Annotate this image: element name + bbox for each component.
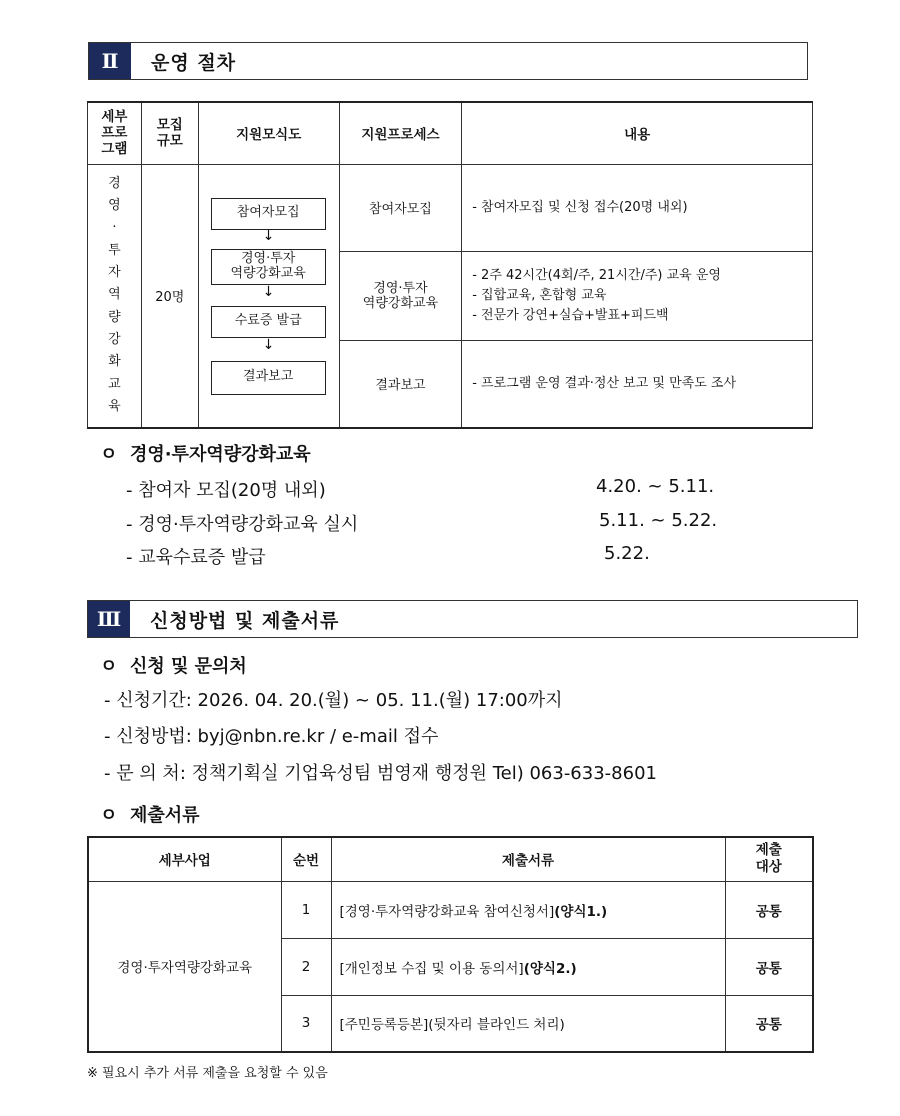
docs-header-program: 세부사업 <box>88 837 281 881</box>
doc-name: [개인정보 수집 및 이용 동의서] <box>339 960 524 977</box>
docs-row-doc <box>331 995 725 1052</box>
process-education: 경영·투자 역량강화교육 <box>339 252 462 341</box>
section-3-title: 신청방법 및 제출서류 <box>150 609 340 632</box>
doc-form: (양식1.) <box>554 903 608 920</box>
docs-row-target: 공통 <box>725 881 813 938</box>
flow-arrow-2: ↓ <box>262 283 275 300</box>
header-size: 모집 규모 <box>141 102 198 164</box>
doc-name: [주민등록등본](뒷자리 블라인드 처리) <box>339 1017 565 1034</box>
apply-contact: - 문 의 처: 정책기획실 기업육성팀 범영재 행정원 Tel) 063-633-8601 <box>104 763 657 784</box>
header-program: 세부 프로 그램 <box>88 102 142 164</box>
schedule-item-label: - 경영·투자역량강화교육 실시 <box>126 514 359 535</box>
schedule-item-date: 5.11. ~ 5.22. <box>599 510 718 531</box>
apply-method: - 신청방법: byj@nbn.re.kr / e-mail 접수 <box>104 726 439 747</box>
content-line: - 2주 42시간(4회/주, 21시간/주) 교육 운영 <box>472 268 721 284</box>
docs-row-no: 3 <box>281 995 331 1052</box>
bullet-icon: ㅇ <box>100 656 118 677</box>
section-2-number: Ⅱ <box>89 43 131 79</box>
flow-arrow-1: ↓ <box>262 227 275 244</box>
doc-name: [경영·투자역량강화교육 참여신청서] <box>339 903 555 920</box>
recruit-size: 20명 <box>141 164 198 428</box>
content-line: - 집합교육, 혼합형 교육 <box>472 288 607 304</box>
docs-header-target: 제출 대상 <box>725 837 813 881</box>
documents-table <box>87 836 814 1053</box>
docs-row-no: 1 <box>281 881 331 938</box>
footnote: ※ 필요시 추가 서류 제출을 요청할 수 있음 <box>87 1066 328 1081</box>
schedule-heading <box>100 440 311 466</box>
procedure-table <box>87 101 813 429</box>
section-3-number: Ⅲ <box>88 601 130 637</box>
section-3-header <box>87 600 858 638</box>
apply-heading <box>100 652 247 678</box>
docs-program: 경영·투자역량강화교육 <box>88 881 281 1052</box>
apply-period: - 신청기간: 2026. 04. 20.(월) ~ 05. 11.(월) 17:00까지 <box>104 690 563 711</box>
header-content: 내용 <box>462 102 813 164</box>
bullet-icon: ㅇ <box>100 444 118 465</box>
docs-row-target: 공통 <box>725 995 813 1052</box>
docs-row-doc <box>331 938 725 995</box>
schedule-item-label: - 참여자 모집(20명 내외) <box>126 480 326 501</box>
docs-row-target: 공통 <box>725 938 813 995</box>
header-process: 지원프로세스 <box>339 102 462 164</box>
flow-step-certificate: 수료증 발급 <box>211 306 326 338</box>
program-name-vertical: 경 영 · 투 자 역 량 강 화 교 육 <box>88 164 142 428</box>
process-report: 결과보고 <box>339 341 462 428</box>
section-2-header <box>88 42 808 80</box>
apply-title: 신청 및 문의처 <box>129 656 247 677</box>
content-line: - 프로그램 운영 결과·정산 보고 및 만족도 조사 <box>472 375 737 391</box>
content-line: - 전문가 강연+실습+발표+피드백 <box>472 308 669 324</box>
docs-row-doc <box>331 881 725 938</box>
docs-heading <box>100 801 200 827</box>
flow-diagram <box>198 164 339 428</box>
bullet-icon: ㅇ <box>100 805 118 826</box>
content-line: - 참여자모집 및 신청 접수(20명 내외) <box>472 199 688 215</box>
docs-header-no: 순번 <box>281 837 331 881</box>
flow-step-education: 경영·투자 역량강화교육 <box>211 249 326 285</box>
docs-title: 제출서류 <box>129 805 200 826</box>
header-diagram: 지원모식도 <box>198 102 339 164</box>
schedule-item-date: 4.20. ~ 5.11. <box>596 476 715 497</box>
flow-step-report: 결과보고 <box>211 361 326 395</box>
docs-header-doc: 제출서류 <box>331 837 725 881</box>
doc-form: (양식2.) <box>523 960 577 977</box>
docs-row-no: 2 <box>281 938 331 995</box>
content-recruit <box>462 164 813 252</box>
schedule-item-label: - 교육수료증 발급 <box>126 547 266 568</box>
section-2-title: 운영 절차 <box>151 51 237 74</box>
process-recruit: 참여자모집 <box>339 164 462 252</box>
content-report <box>462 341 813 428</box>
schedule-item-date: 5.22. <box>604 543 650 564</box>
content-education <box>462 252 813 341</box>
flow-step-recruit: 참여자모집 <box>211 198 326 230</box>
schedule-title: 경영·투자역량강화교육 <box>129 444 311 465</box>
flow-arrow-3: ↓ <box>262 336 275 353</box>
